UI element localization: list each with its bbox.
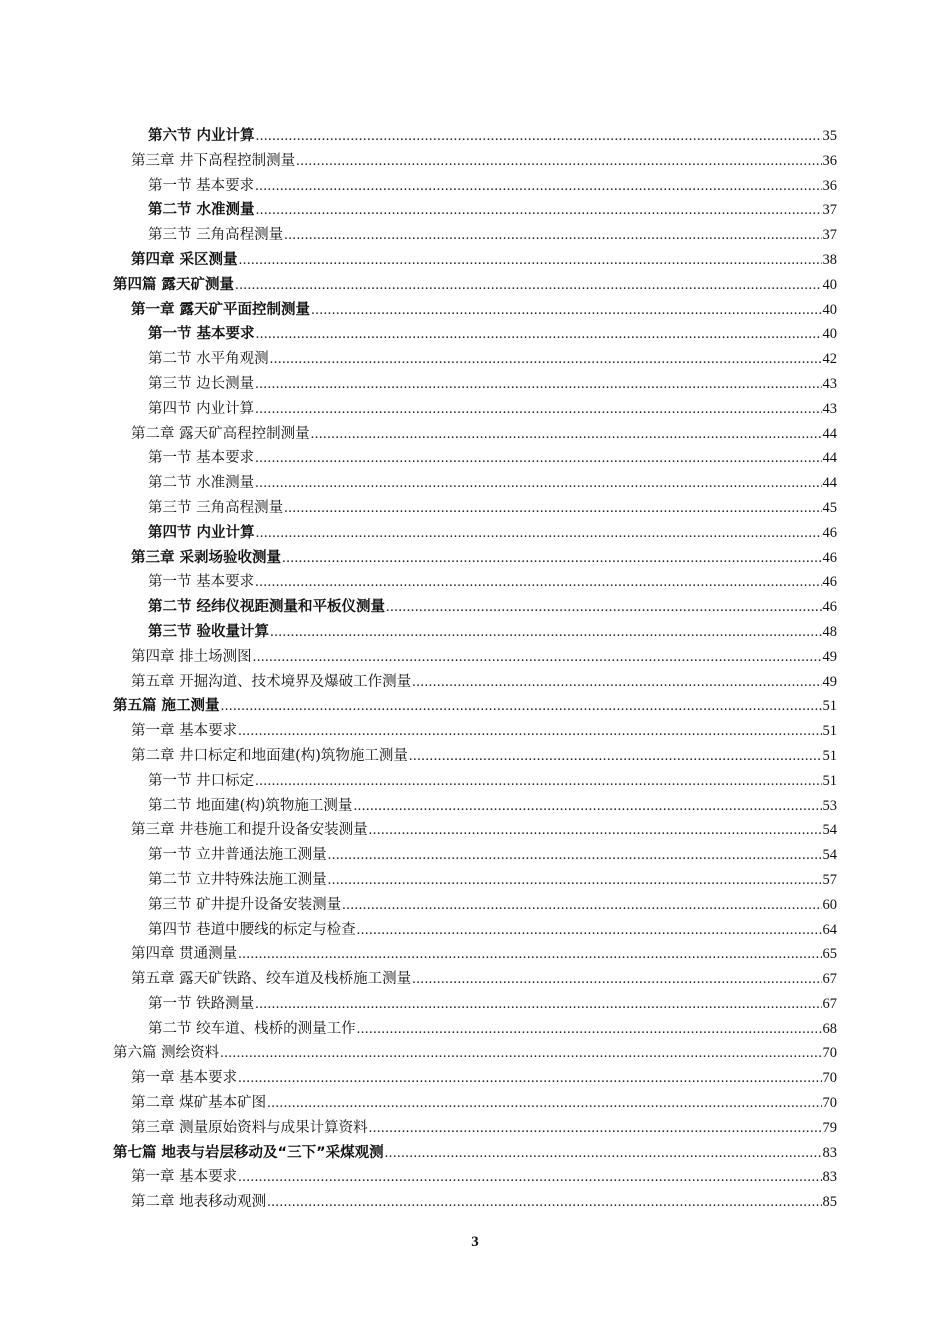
- toc-dot-leader: [267, 1190, 821, 1215]
- toc-dot-leader: [255, 397, 821, 422]
- toc-entry-title: 第一节 基本要求: [148, 574, 255, 591]
- toc-entry-page: 70: [822, 1045, 837, 1062]
- toc-dot-leader: [270, 620, 821, 645]
- toc-dot-leader: [342, 893, 821, 918]
- toc-entry-page: 44: [822, 425, 837, 442]
- toc-entry[interactable]: [113, 124, 837, 149]
- toc-dot-leader: [256, 198, 822, 223]
- toc-entry-title: 第四篇 露天矿测量: [113, 276, 235, 293]
- toc-entry-title: 第七篇 地表与岩层移动及“三下”采煤观测: [113, 1144, 384, 1161]
- toc-dot-leader: [267, 1091, 821, 1116]
- toc-entry[interactable]: [113, 1041, 837, 1066]
- toc-entry[interactable]: [113, 446, 837, 471]
- toc-entry[interactable]: [113, 223, 837, 248]
- toc-entry-title: 第三节 边长测量: [148, 375, 255, 392]
- toc-entry-page: 40: [822, 326, 837, 343]
- toc-entry-title: 第一节 基本要求: [148, 177, 255, 194]
- toc-dot-leader: [256, 322, 822, 347]
- toc-dot-leader: [412, 670, 821, 695]
- toc-entry-title: 第四节 巷道中腰线的标定与检查: [148, 921, 356, 938]
- toc-entry[interactable]: [113, 521, 837, 546]
- toc-entry-page: 43: [822, 375, 837, 392]
- toc-entry-page: 36: [822, 177, 837, 194]
- toc-dot-leader: [255, 769, 821, 794]
- toc-dot-leader: [255, 446, 821, 471]
- toc-entry[interactable]: [113, 1141, 837, 1166]
- toc-entry-title: 第二节 经纬仪视距测量和平板仪测量: [148, 599, 386, 616]
- toc-entry[interactable]: [113, 496, 837, 521]
- toc-entry[interactable]: [113, 372, 837, 397]
- toc-dot-leader: [235, 273, 821, 298]
- toc-entry-page: 45: [822, 499, 837, 516]
- toc-dot-leader: [412, 967, 821, 992]
- toc-dot-leader: [256, 521, 822, 546]
- toc-entry-page: 70: [822, 1070, 837, 1087]
- toc-entry-page: 83: [822, 1144, 837, 1161]
- toc-entry-page: 38: [822, 251, 837, 268]
- toc-entry-page: 49: [822, 648, 837, 665]
- toc-entry[interactable]: [113, 149, 837, 174]
- toc-entry-page: 60: [822, 896, 837, 913]
- toc-entry-page: 46: [822, 574, 837, 591]
- toc-dot-leader: [328, 868, 822, 893]
- toc-entry-title: 第二节 水平角观测: [148, 351, 269, 368]
- toc-dot-leader: [311, 298, 821, 323]
- toc-dot-leader: [357, 1017, 822, 1042]
- toc-entry-title: 第二节 水准测量: [148, 475, 255, 492]
- toc-dot-leader: [255, 174, 821, 199]
- toc-entry-title: 第三章 采剥场验收测量: [131, 549, 282, 566]
- toc-entry-title: 第四节 内业计算: [148, 400, 255, 417]
- toc-entry-title: 第二章 煤矿基本矿图: [131, 1095, 267, 1112]
- toc-entry-page: 46: [822, 549, 837, 566]
- toc-dot-leader: [253, 645, 822, 670]
- toc-dot-leader: [238, 719, 821, 744]
- toc-dot-leader: [255, 992, 821, 1017]
- toc-entry-title: 第一章 基本要求: [131, 1070, 238, 1087]
- toc-dot-leader: [220, 1041, 821, 1066]
- toc-entry[interactable]: [113, 645, 837, 670]
- toc-entry-title: 第一节 铁路测量: [148, 995, 255, 1012]
- toc-entry-page: 48: [822, 623, 837, 640]
- toc-entry[interactable]: [113, 347, 837, 372]
- toc-entry[interactable]: [113, 471, 837, 496]
- toc-entry[interactable]: [113, 719, 837, 744]
- toc-entry-title: 第二章 地表移动观测: [131, 1194, 267, 1211]
- toc-entry-title: 第一章 露天矿平面控制测量: [131, 301, 311, 318]
- toc-entry-title: 第二节 绞车道、栈桥的测量工作: [148, 1020, 356, 1037]
- toc-entry[interactable]: [113, 942, 837, 967]
- toc-entry-title: 第三节 三角高程测量: [148, 499, 284, 516]
- toc-entry-page: 64: [822, 921, 837, 938]
- toc-entry[interactable]: [113, 694, 837, 719]
- toc-entry-title: 第五章 露天矿铁路、绞车道及栈桥施工测量: [131, 971, 412, 988]
- toc-entry[interactable]: [113, 843, 837, 868]
- toc-dot-leader: [386, 595, 821, 620]
- toc-entry[interactable]: [113, 744, 837, 769]
- toc-entry[interactable]: [113, 198, 837, 223]
- toc-entry-title: 第四节 内业计算: [148, 524, 255, 541]
- toc-dot-leader: [256, 124, 822, 149]
- toc-entry[interactable]: [113, 1066, 837, 1091]
- toc-entry[interactable]: [113, 1017, 837, 1042]
- toc-dot-leader: [284, 223, 821, 248]
- toc-dot-leader: [284, 496, 821, 521]
- toc-entry[interactable]: [113, 769, 837, 794]
- toc-entry-title: 第三章 井巷施工和提升设备安装测量: [131, 822, 368, 839]
- toc-entry[interactable]: [113, 1165, 837, 1190]
- toc-entry-page: 42: [822, 351, 837, 368]
- page-number: 3: [471, 1234, 479, 1250]
- toc-entry-page: 46: [822, 599, 837, 616]
- toc-dot-leader: [238, 942, 821, 967]
- toc-dot-leader: [357, 918, 822, 943]
- toc-entry-title: 第一节 井口标定: [148, 772, 255, 789]
- toc-entry-title: 第二章 井口标定和地面建(构)筑物施工测量: [131, 747, 408, 764]
- toc-entry-page: 36: [822, 152, 837, 169]
- toc-dot-leader: [239, 248, 822, 273]
- toc-entry[interactable]: [113, 298, 837, 323]
- toc-entry[interactable]: [113, 918, 837, 943]
- toc-entry-title: 第一章 基本要求: [131, 723, 238, 740]
- toc-entry-page: 44: [822, 450, 837, 467]
- toc-dot-leader: [328, 843, 822, 868]
- toc-entry-page: 44: [822, 475, 837, 492]
- toc-entry-title: 第二节 地面建(构)筑物施工测量: [148, 797, 353, 814]
- toc-dot-leader: [353, 794, 821, 819]
- toc-entry-page: 53: [822, 797, 837, 814]
- toc-entry-page: 35: [822, 128, 837, 144]
- toc-entry-title: 第三节 三角高程测量: [148, 227, 284, 244]
- toc-entry[interactable]: [113, 1190, 837, 1215]
- toc-entry[interactable]: [113, 595, 837, 620]
- toc-dot-leader: [238, 1066, 821, 1091]
- toc-entry-page: 37: [822, 202, 837, 219]
- toc-entry-page: 40: [822, 276, 837, 293]
- toc-dot-leader: [369, 818, 822, 843]
- toc-entry[interactable]: [113, 992, 837, 1017]
- toc-entry[interactable]: [113, 248, 837, 273]
- toc-dot-leader: [385, 1141, 822, 1166]
- toc-entry-page: 51: [822, 772, 837, 789]
- toc-entry-page: 51: [822, 698, 837, 715]
- toc-entry-title: 第三章 测量原始资料与成果计算资料: [131, 1119, 368, 1136]
- toc-entry-page: 68: [822, 1020, 837, 1037]
- toc-dot-leader: [311, 422, 822, 447]
- toc-entry[interactable]: [113, 546, 837, 571]
- toc-entry-page: 40: [822, 301, 837, 318]
- toc-entry-page: 57: [822, 871, 837, 888]
- toc-entry-page: 85: [822, 1194, 837, 1211]
- toc-entry-page: 70: [822, 1095, 837, 1112]
- toc-entry-title: 第一节 基本要求: [148, 326, 255, 343]
- toc-entry-page: 54: [822, 847, 837, 864]
- toc-entry-page: 46: [822, 524, 837, 541]
- toc-entry[interactable]: [113, 1091, 837, 1116]
- toc-entry-title: 第二节 水准测量: [148, 202, 255, 219]
- toc-dot-leader: [369, 1116, 822, 1141]
- toc-entry[interactable]: [113, 397, 837, 422]
- toc-entry-page: 79: [822, 1119, 837, 1136]
- toc-dot-leader: [282, 546, 821, 571]
- toc-entry[interactable]: [113, 1116, 837, 1141]
- toc-entry-title: 第六篇 测绘资料: [113, 1045, 220, 1062]
- toc-entry[interactable]: [113, 868, 837, 893]
- toc-dot-leader: [296, 149, 821, 174]
- toc-entry-title: 第二节 立井特殊法施工测量: [148, 871, 327, 888]
- toc-entry-page: 65: [822, 946, 837, 963]
- toc-dot-leader: [238, 1165, 821, 1190]
- toc-entry-page: 51: [822, 747, 837, 764]
- toc-entry-title: 第五篇 施工测量: [113, 698, 220, 715]
- toc-dot-leader: [409, 744, 822, 769]
- toc-entry[interactable]: [113, 670, 837, 695]
- toc-entry-title: 第四章 采区测量: [131, 251, 238, 268]
- toc-entry-title: 第三节 验收量计算: [148, 623, 270, 640]
- toc-entry[interactable]: [113, 893, 837, 918]
- toc-entry-page: 54: [822, 822, 837, 839]
- toc-entry-title: 第四章 排土场测图: [131, 648, 252, 665]
- toc-entry[interactable]: [113, 818, 837, 843]
- toc-entry-page: 51: [822, 723, 837, 740]
- toc-entry-page: 83: [822, 1169, 837, 1186]
- toc-dot-leader: [255, 471, 821, 496]
- toc-entry[interactable]: [113, 174, 837, 199]
- toc-entry-title: 第二章 露天矿高程控制测量: [131, 425, 310, 442]
- toc-dot-leader: [270, 347, 822, 372]
- toc-entry[interactable]: [113, 422, 837, 447]
- toc-dot-leader: [221, 694, 822, 719]
- toc-entry-page: 37: [822, 227, 837, 244]
- toc-entry-page: 67: [822, 995, 837, 1012]
- toc-entry[interactable]: [113, 620, 837, 645]
- toc-entry-page: 43: [822, 400, 837, 417]
- toc-entry-title: 第一节 基本要求: [148, 450, 255, 467]
- toc-entry-title: 第四章 贯通测量: [131, 946, 238, 963]
- toc-entry-page: 67: [822, 971, 837, 988]
- toc-entry-title: 第五章 开掘沟道、技术境界及爆破工作测量: [131, 673, 412, 690]
- toc-entry-title: 第一节 立井普通法施工测量: [148, 847, 327, 864]
- toc-entry-page: 49: [822, 673, 837, 690]
- toc-entry[interactable]: [113, 322, 837, 347]
- toc-entry[interactable]: [113, 273, 837, 298]
- toc-entry-title: 第三节 矿井提升设备安装测量: [148, 896, 342, 913]
- toc-entry-title: 第三章 井下高程控制测量: [131, 152, 296, 169]
- toc-entry[interactable]: [113, 570, 837, 595]
- toc-entry[interactable]: [113, 794, 837, 819]
- toc-entry[interactable]: [113, 967, 837, 992]
- table-of-contents: [113, 124, 837, 1215]
- toc-dot-leader: [255, 372, 821, 397]
- toc-entry-title: 第六节 内业计算: [148, 128, 255, 144]
- toc-entry-title: 第一章 基本要求: [131, 1169, 238, 1186]
- toc-dot-leader: [255, 570, 821, 595]
